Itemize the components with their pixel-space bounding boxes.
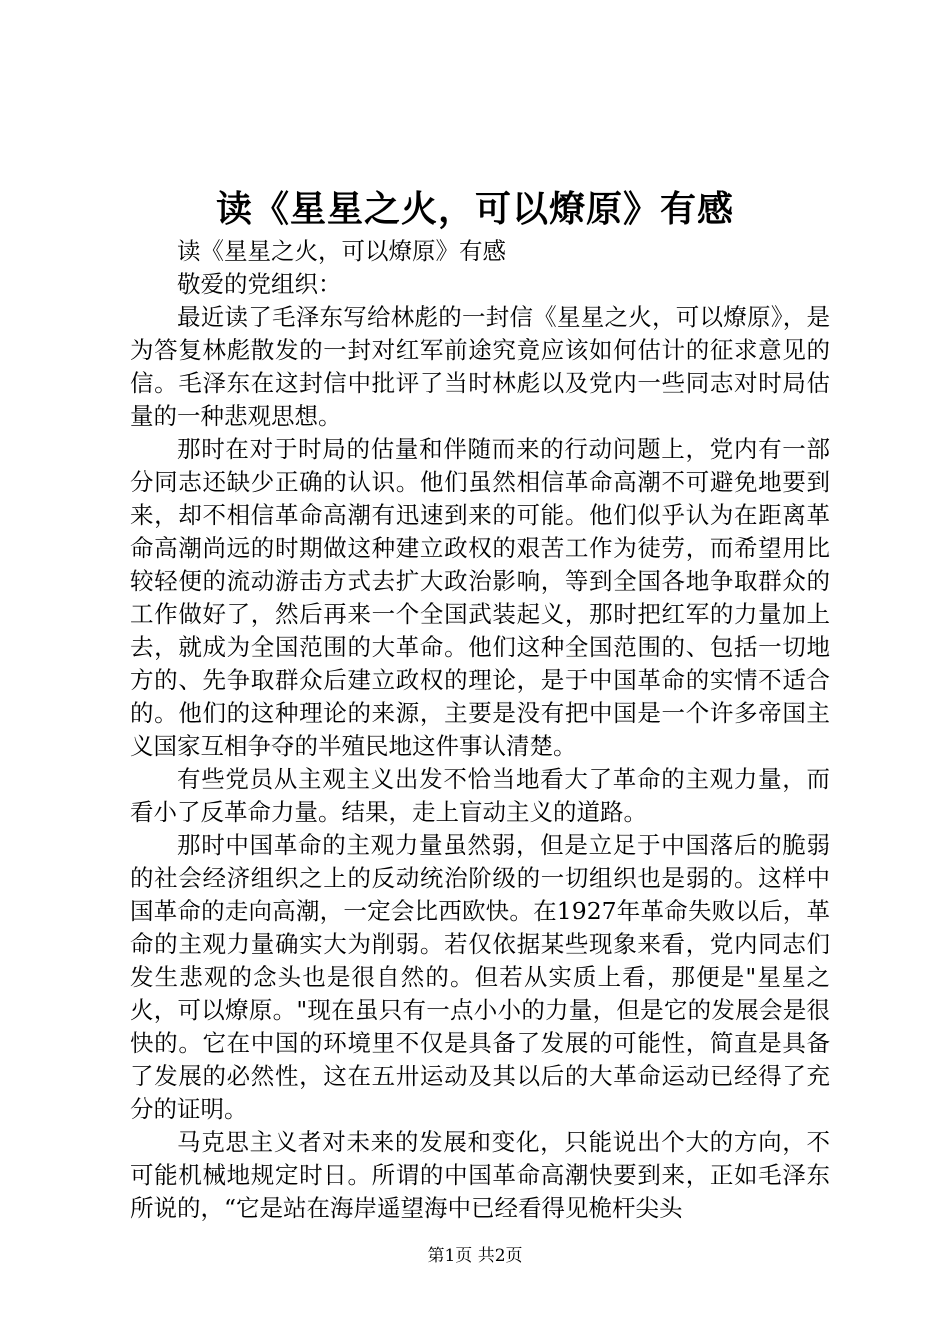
paragraph: 最近读了毛泽东写给林彪的一封信《星星之火，可以燎原》，是为答复林彪散发的一封对红军前途究竟应该如何估计的征求意见的信。毛泽东在这封信中批评了当时林彪以及党内一些同志对时局估量的一种悲观思想。 xyxy=(130,303,830,430)
paragraph: 那时中国革命的主观力量虽然弱，但是立足于中国落后的脆弱的社会经济组织之上的反动统治阶级的一切组织也是弱的。这样中国革命的走向高潮，一定会比西欧快。在1927年革命失败以后，革命的主观力量确实大为削弱。若仅依据某些现象来看，党内同志们发生悲观的念头也是很自然的。但若从实质上看，那便是"星星之火，可以燎原。"现在虽只有一点小小的力量，但是它的发展会是很快的。它在中国的环境里不仅是具备了发展的可能性，简直是具备了发展的必然性，这在五卅运动及其以后的大革命运动已经得了充分的证明。 xyxy=(130,831,830,1123)
paragraph: 读《星星之火，可以燎原》有感 xyxy=(177,237,506,265)
salutation: 敬爱的党组织： xyxy=(177,270,342,298)
page-footer: 第1页 共2页 xyxy=(427,1246,523,1266)
document-title: 读《星星之火，可以燎原》有感 xyxy=(215,188,734,230)
paragraph: 那时在对于时局的估量和伴随而来的行动问题上，党内有一部分同志还缺少正确的认识。他们虽然相信革命高潮不可避免地要到来，却不相信革命高潮有迅速到来的可能。他们似乎认为在距离革命高潮尚远的时期做这种建立政权的艰苦工作为徒劳，而希望用比较轻便的流动游击方式去扩大政治影响，等到全国各地争取群众的工作做好了，然后再来一个全国武装起义，那时把红军的力量加上去，就成为全国范围的大革命。他们这种全国范围的、包括一切地方的、先争取群众后建立政权的理论，是于中国革命的实情不适合的。他们的这种理论的来源，主要是没有把中国是一个许多帝国主义国家互相争夺的半殖民地这件事认清楚。 xyxy=(130,435,830,760)
paragraph: 马克思主义者对未来的发展和变化，只能说出个大的方向，不可能机械地规定时日。所谓的中国革命高潮快要到来，正如毛泽东所说的，“它是站在海岸遥望海中已经看得见桅杆尖头 xyxy=(130,1128,830,1222)
paragraph: 有些党员从主观主义出发不恰当地看大了革命的主观力量，而看小了反革命力量。结果，走上盲动主义的道路。 xyxy=(130,765,830,826)
document-body xyxy=(130,235,830,1225)
